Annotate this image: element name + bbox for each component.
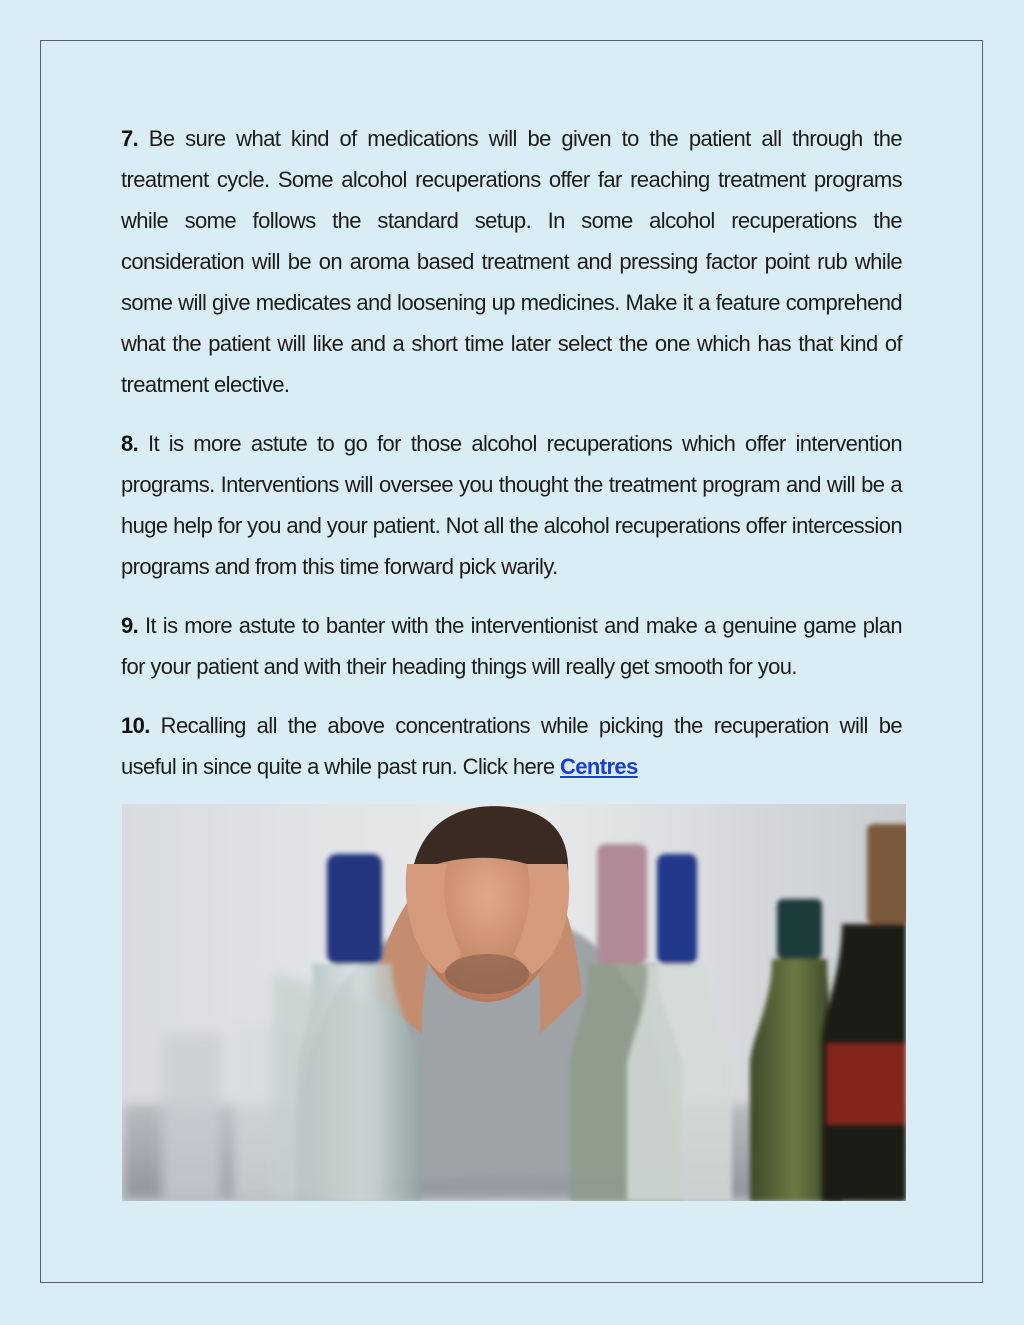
paragraph-text: Recalling all the above concentrations while picking the recuperation will be useful in since quite a while past run. Click here [121,713,902,779]
item-number: 10. [121,713,150,738]
centres-link[interactable]: Centres [559,754,638,779]
stressed-man-bottles-photo [122,804,906,1201]
paragraph-10 [121,705,902,787]
article-body [121,118,902,805]
paragraph-9 [121,605,902,687]
item-number: 8. [121,431,139,456]
paragraph-text: It is more astute to go for those alcohol recuperations which offer intervention programs. Interventions will oversee you thought the treatment program and will be a huge help for you and your patient. Not all the alcohol recuperations offer intercession programs and from this time forward pick warily. [121,431,902,579]
paragraph-text: It is more astute to banter with the interventionist and make a genuine game plan for your patient and with their heading things will really get smooth for you. [121,613,902,679]
paragraph-7 [121,118,902,405]
paragraph-text: Be sure what kind of medications will be given to the patient all through the treatment cycle. Some alcohol recuperations offer far reaching treatment programs while some follows the standard setup. In some alcohol recuperations the consideration will be on aroma based treatment and pressing factor point rub while some will give medicates and loosening up medicines. Make it a feature comprehend what the patient will like and a short time later select the one which has that kind of treatment elective. [121,126,902,397]
item-number: 7. [121,126,139,151]
paragraph-8 [121,423,902,587]
item-number: 9. [121,613,139,638]
